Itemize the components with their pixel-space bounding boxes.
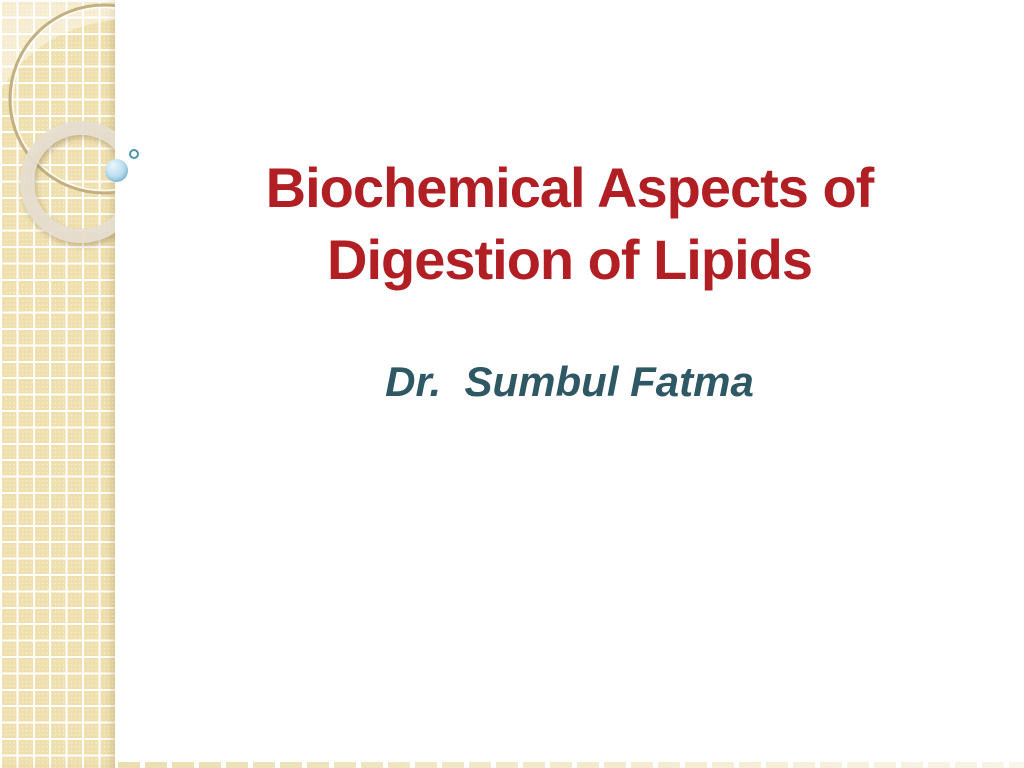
corner-glass-overlay [0, 0, 115, 92]
slide-title-line-2: Digestion of Lipids [327, 228, 812, 291]
slide-subtitle: Dr. Sumbul Fatma [385, 358, 754, 405]
thick-ring-circle [20, 121, 115, 243]
slide-content-area [115, 0, 1024, 768]
slide-title-line-1: Biochemical Aspects of [265, 156, 874, 219]
decorative-circles [0, 0, 115, 310]
sidebar-grid-pattern [0, 0, 115, 768]
slide-title [135, 152, 1004, 296]
